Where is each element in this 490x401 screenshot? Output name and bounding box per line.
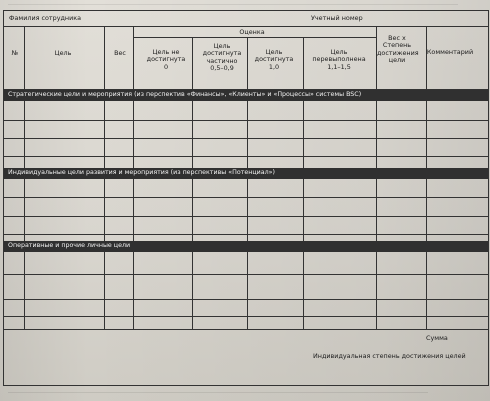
column-assessment: Оценка (239, 28, 265, 36)
row-line (4, 274, 488, 275)
employee-name-label: Фамилия сотрудника (9, 14, 82, 22)
column-separator (247, 37, 248, 329)
column-goal: Цель (54, 49, 72, 57)
table-bottom-line (4, 329, 488, 330)
header-divider (4, 26, 488, 27)
sum-label: Сумма (426, 334, 448, 342)
bleed-through-line (8, 392, 428, 393)
column-comment: Комментарий (426, 48, 474, 56)
account-number-label: Учетный номер (311, 14, 363, 22)
column-not-achieved: Цель не достигнута 0 (146, 48, 186, 71)
column-number: № (11, 49, 19, 57)
bleed-through-line (8, 4, 458, 5)
row-line (4, 197, 488, 198)
section-operational-goals: Оперативные и прочие личные цели (4, 241, 488, 252)
column-weight: Вес (114, 49, 126, 57)
column-weighted-score: Вес х Степень достижения цели (377, 34, 419, 65)
row-line (4, 316, 488, 317)
column-separator (303, 37, 304, 329)
column-partially-achieved: Цель достигнута частично 0,5–0,9 (202, 42, 242, 73)
goal-assessment-form (3, 10, 489, 386)
row-line (4, 156, 488, 157)
row-line (4, 216, 488, 217)
row-line (4, 234, 488, 235)
column-separator (192, 37, 193, 329)
section-development-goals: Индивидуальные цели развития и мероприятия (из перспективы «Потенциал») (4, 168, 488, 179)
column-overachieved: Цель перевыполнена 1,1–1,5 (312, 48, 366, 71)
section-strategic-goals: Стратегические цели и мероприятия (из перспектив «Финансы», «Клиенты» и «Процессы» системы BSC) (4, 90, 488, 101)
individual-degree-label: Индивидуальная степень достижения целей (313, 352, 466, 360)
assessment-divider (133, 37, 376, 38)
row-line (4, 138, 488, 139)
column-achieved: Цель достигнута 1,0 (254, 48, 294, 71)
row-line (4, 299, 488, 300)
row-line (4, 120, 488, 121)
